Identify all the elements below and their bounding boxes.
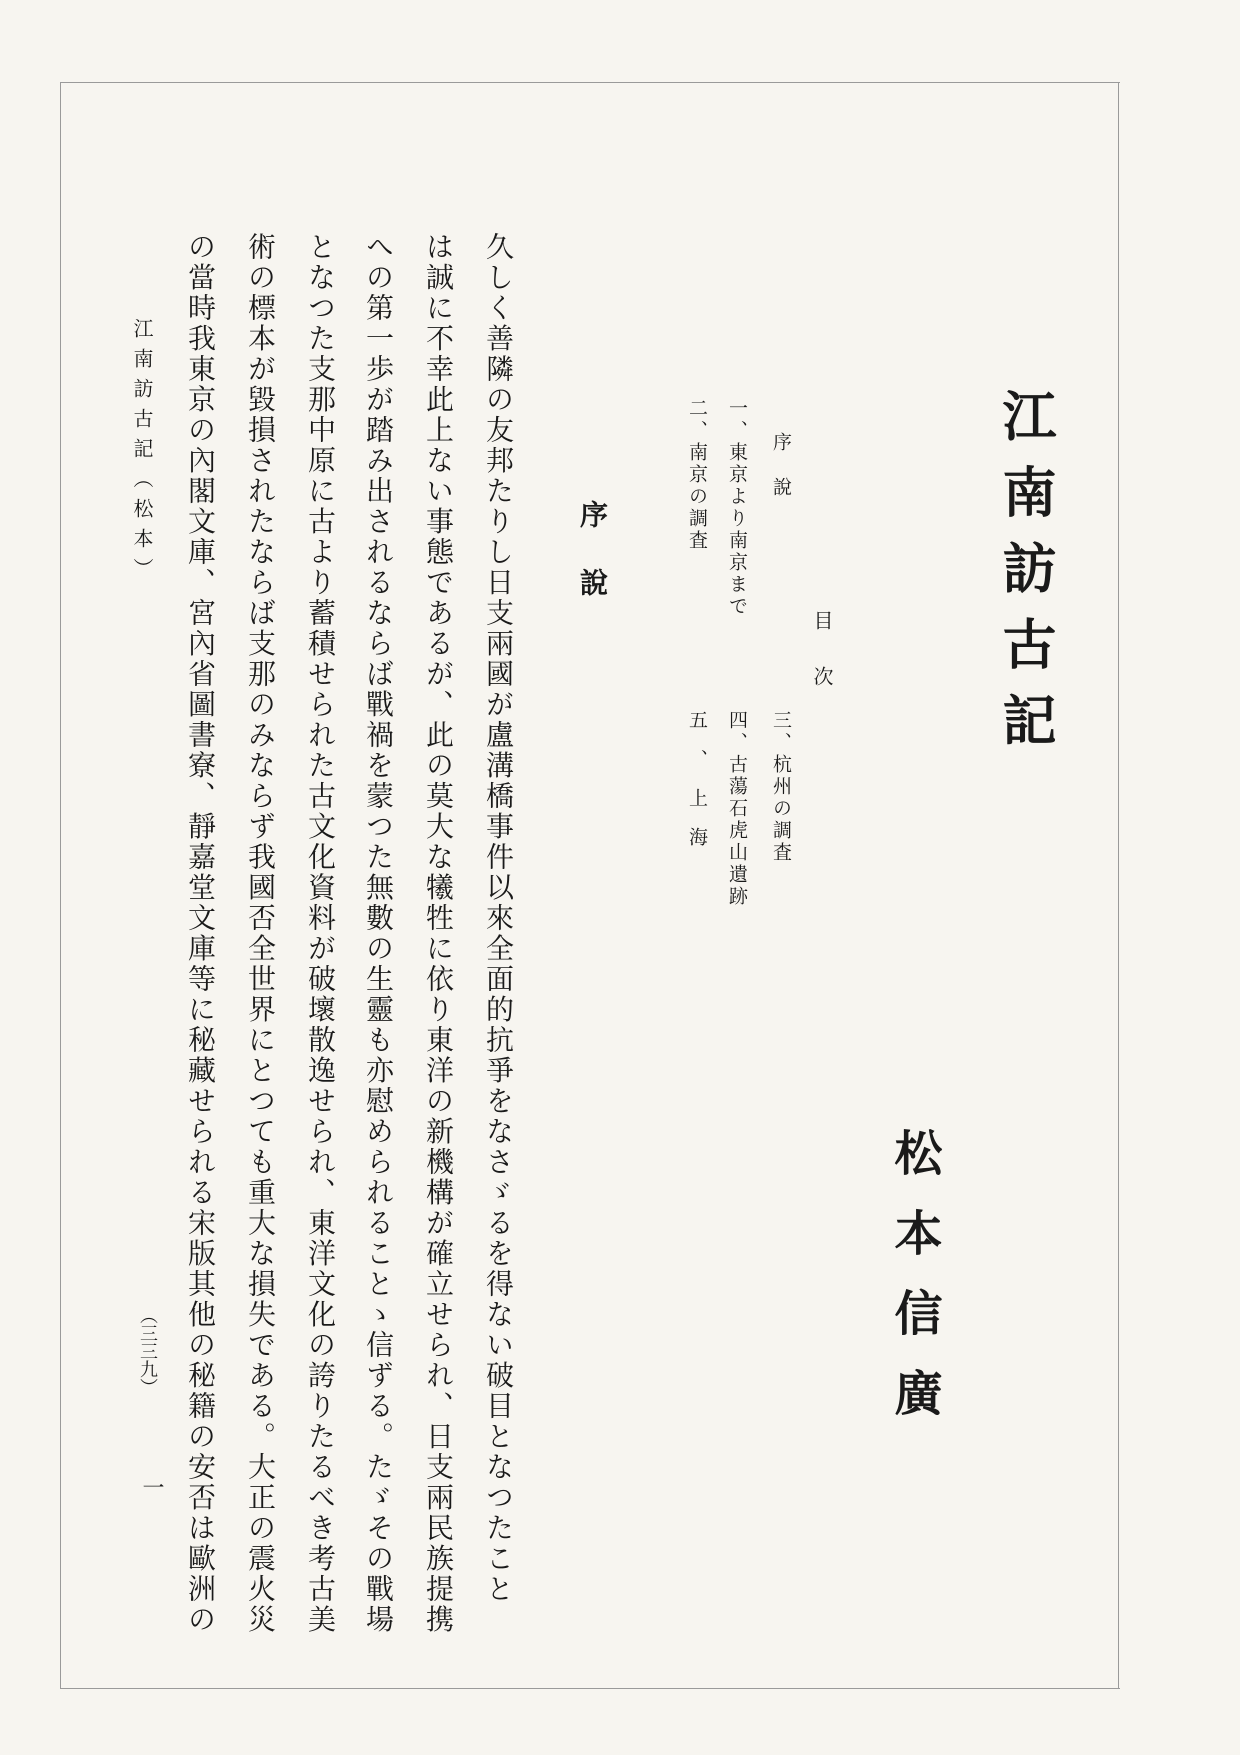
toc-item: 四、古蕩石虎山遺跡 <box>726 710 748 908</box>
page-number: 一 <box>139 1476 164 1498</box>
toc-item: 五、上海 <box>686 710 708 866</box>
page-border-left <box>60 82 61 1689</box>
toc-item: 一、東京より南京まで <box>726 398 748 618</box>
page-border-top <box>60 82 1120 83</box>
toc-item: 序說 <box>770 432 792 522</box>
journal-page-number: （三三九） <box>137 1306 158 1396</box>
body-column: 術の標本が毀損されたならば支那のみならず我國否全世界にとつても重大な損失である。大正の震火災 <box>244 232 277 1635</box>
page-border-bottom <box>60 1688 1120 1689</box>
article-title: 江南訪古記 <box>994 388 1058 768</box>
body-column: の當時我東京の內閣文庫、宮內省圖書寮、靜嘉堂文庫等に秘藏せられる宋版其他の秘籍の安否は歐洲の <box>184 232 217 1635</box>
section-heading: 序說 <box>576 500 609 636</box>
page-border-right <box>1118 82 1119 1689</box>
body-column: 久しく善隣の友邦たりし日支兩國が盧溝橋事件以來全面的抗爭をなさゞるを得ない破目となつたこと <box>482 232 515 1605</box>
body-column: は誠に不幸此上ない事態であるが、此の莫大な犧牲に依り東洋の新機構が確立せられ、日支兩民族提携 <box>422 232 455 1635</box>
author-name: 松本信廣 <box>886 1128 942 1448</box>
body-column: への第一歩が踏み出されるならば戰禍を蒙つた無數の生靈も亦慰められることゝ信ずる。たゞその戰場 <box>362 232 395 1635</box>
body-column: となつた支那中原に古より蓄積せられた古文化資料が破壞散逸せられ、東洋文化の誇りたるべき考古美 <box>304 232 337 1635</box>
running-title: 江南訪古記（松本） <box>130 318 154 588</box>
toc-heading: 目次 <box>810 610 834 722</box>
toc-item: 三、杭州の調査 <box>770 710 792 864</box>
toc-item: 二、南京の調査 <box>686 398 708 552</box>
